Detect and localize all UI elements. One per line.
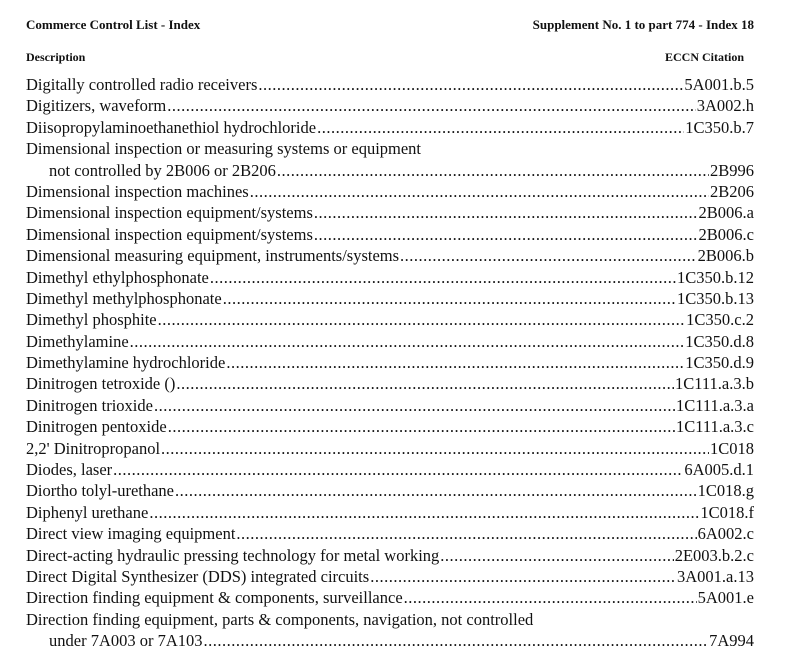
entry-eccn: 1C350.c.2 [686,310,754,330]
entry-eccn: 6A002.c [697,524,754,544]
entry-term: Dimethyl ethylphosphonate [26,267,209,287]
index-entry [26,459,754,480]
dot-leader [161,438,709,459]
entry-eccn: 2B206 [709,181,754,201]
dot-leader [370,566,676,587]
entry-eccn: 1C350.b.12 [676,267,754,287]
entry-eccn: 7A994 [709,631,754,651]
entry-term: Dimensional inspection or measuring systems or equipment [26,139,422,159]
entry-term: 2,2' Dinitropropanol [26,438,161,458]
entry-term: Dimensional measuring equipment, instruments/systems [26,246,400,266]
entry-term: Direct Digital Synthesizer (DDS) integrated circuits [26,566,370,586]
entry-eccn: 2B996 [709,160,754,180]
index-entry [26,309,754,330]
dot-leader [210,267,676,288]
index-entry-continuation [26,630,754,651]
dot-leader [158,309,686,330]
entry-eccn: 3A001.a.13 [677,566,754,586]
entry-term: Dimethyl phosphite [26,310,157,330]
index-entry [26,566,754,587]
entry-term: Diphenyl urethane [26,502,149,522]
index-entry [26,74,754,95]
entry-eccn: 1C350.d.9 [685,353,754,373]
dot-leader [258,74,683,95]
entry-eccn: 6A005.d.1 [684,460,754,480]
index-entry [26,245,754,266]
dot-leader [149,502,699,523]
index-entry [26,202,754,223]
index-entry [26,416,754,437]
index-entry [26,373,754,394]
entry-term: Dimethylamine hydrochloride [26,353,226,373]
index-entry [26,609,754,630]
dot-leader [130,331,685,352]
index-entry [26,117,754,138]
dot-leader [404,587,697,608]
index-entry [26,267,754,288]
entry-eccn: 1C111.a.3.c [675,417,754,437]
entry-eccn: 2B006.a [698,203,754,223]
dot-leader [250,181,709,202]
dot-leader [226,352,684,373]
entry-term: Dimensional inspection machines [26,181,249,201]
entry-eccn: 2B006.b [697,246,754,266]
index-entry [26,331,754,352]
index-entry [26,523,754,544]
index-entry-continuation [26,160,754,181]
entry-term-continuation: under 7A003 or 7A103 [49,631,203,651]
index-page [26,0,754,655]
index-entry [26,545,754,566]
dot-leader [176,373,674,394]
entry-term: Direction finding equipment & components, surveillance [26,588,403,608]
entry-term: Dinitrogen pentoxide [26,417,167,437]
entry-term: Diortho tolyl-urethane [26,481,175,501]
index-entry [26,224,754,245]
column-headers [26,50,754,66]
entry-eccn: 2E003.b.2.c [674,545,754,565]
page-header [26,17,754,35]
entry-term: Dimethyl methylphosphonate [26,288,222,308]
dot-leader [236,523,696,544]
entry-term: Diodes, laser [26,460,113,480]
entry-eccn: 1C350.b.7 [685,117,754,137]
index-entry [26,352,754,373]
entry-eccn: 5A001.b.5 [684,75,754,94]
index-entry [26,438,754,459]
entry-eccn: 1C018.g [697,481,754,501]
dot-leader [168,416,675,437]
index-entry [26,502,754,523]
dot-leader [314,202,698,223]
entry-eccn: 1C111.a.3.a [675,395,754,415]
entry-eccn: 1C111.a.3.b [675,374,754,394]
entry-term: Digitizers, waveform [26,96,167,116]
entry-term: Dimethylamine [26,331,129,351]
dot-leader [317,117,684,138]
dot-leader [277,160,709,181]
entry-eccn: 1C018 [709,438,754,458]
index-entry [26,95,754,116]
entry-term: Direct view imaging equipment [26,524,236,544]
dot-leader [175,480,697,501]
entry-eccn: 1C350.d.8 [685,331,754,351]
entry-eccn: 3A002.h [696,96,754,116]
index-entry [26,587,754,608]
dot-leader [154,395,675,416]
entry-term: Digitally controlled radio receivers [26,75,258,94]
entry-term: Dinitrogen trioxide [26,395,153,415]
index-entry [26,181,754,202]
entry-eccn: 1C018.f [700,502,754,522]
dot-leader [400,245,697,266]
dot-leader [204,630,709,651]
index-entry [26,138,754,159]
dot-leader [314,224,698,245]
index-entry [26,288,754,309]
eccn-column-header: ECCN Citation [664,50,744,64]
index-entry [26,480,754,501]
entry-term: Dinitrogen tetroxide () [26,374,176,394]
index-entry [26,395,754,416]
index-entries [26,74,754,652]
entry-eccn: 5A001.e [697,588,754,608]
entry-term-continuation: not controlled by 2B006 or 2B206 [49,160,276,180]
entry-term: Diisopropylaminoethanethiol hydrochloride [26,117,317,137]
dot-leader [167,95,696,116]
dot-leader [440,545,673,566]
header-supplement: Supplement No. 1 to part 774 - Index 18 [532,17,754,32]
description-column-header: Description [26,50,86,64]
dot-leader [113,459,683,480]
header-title: Commerce Control List - Index [26,17,201,32]
entry-term: Direct-acting hydraulic pressing technology for metal working [26,545,440,565]
entry-term: Direction finding equipment, parts & components, navigation, not controlled [26,609,534,629]
entry-eccn: 2B006.c [698,224,754,244]
entry-term: Dimensional inspection equipment/systems [26,224,313,244]
dot-leader [223,288,676,309]
entry-term: Dimensional inspection equipment/systems [26,203,313,223]
entry-eccn: 1C350.b.13 [676,288,754,308]
